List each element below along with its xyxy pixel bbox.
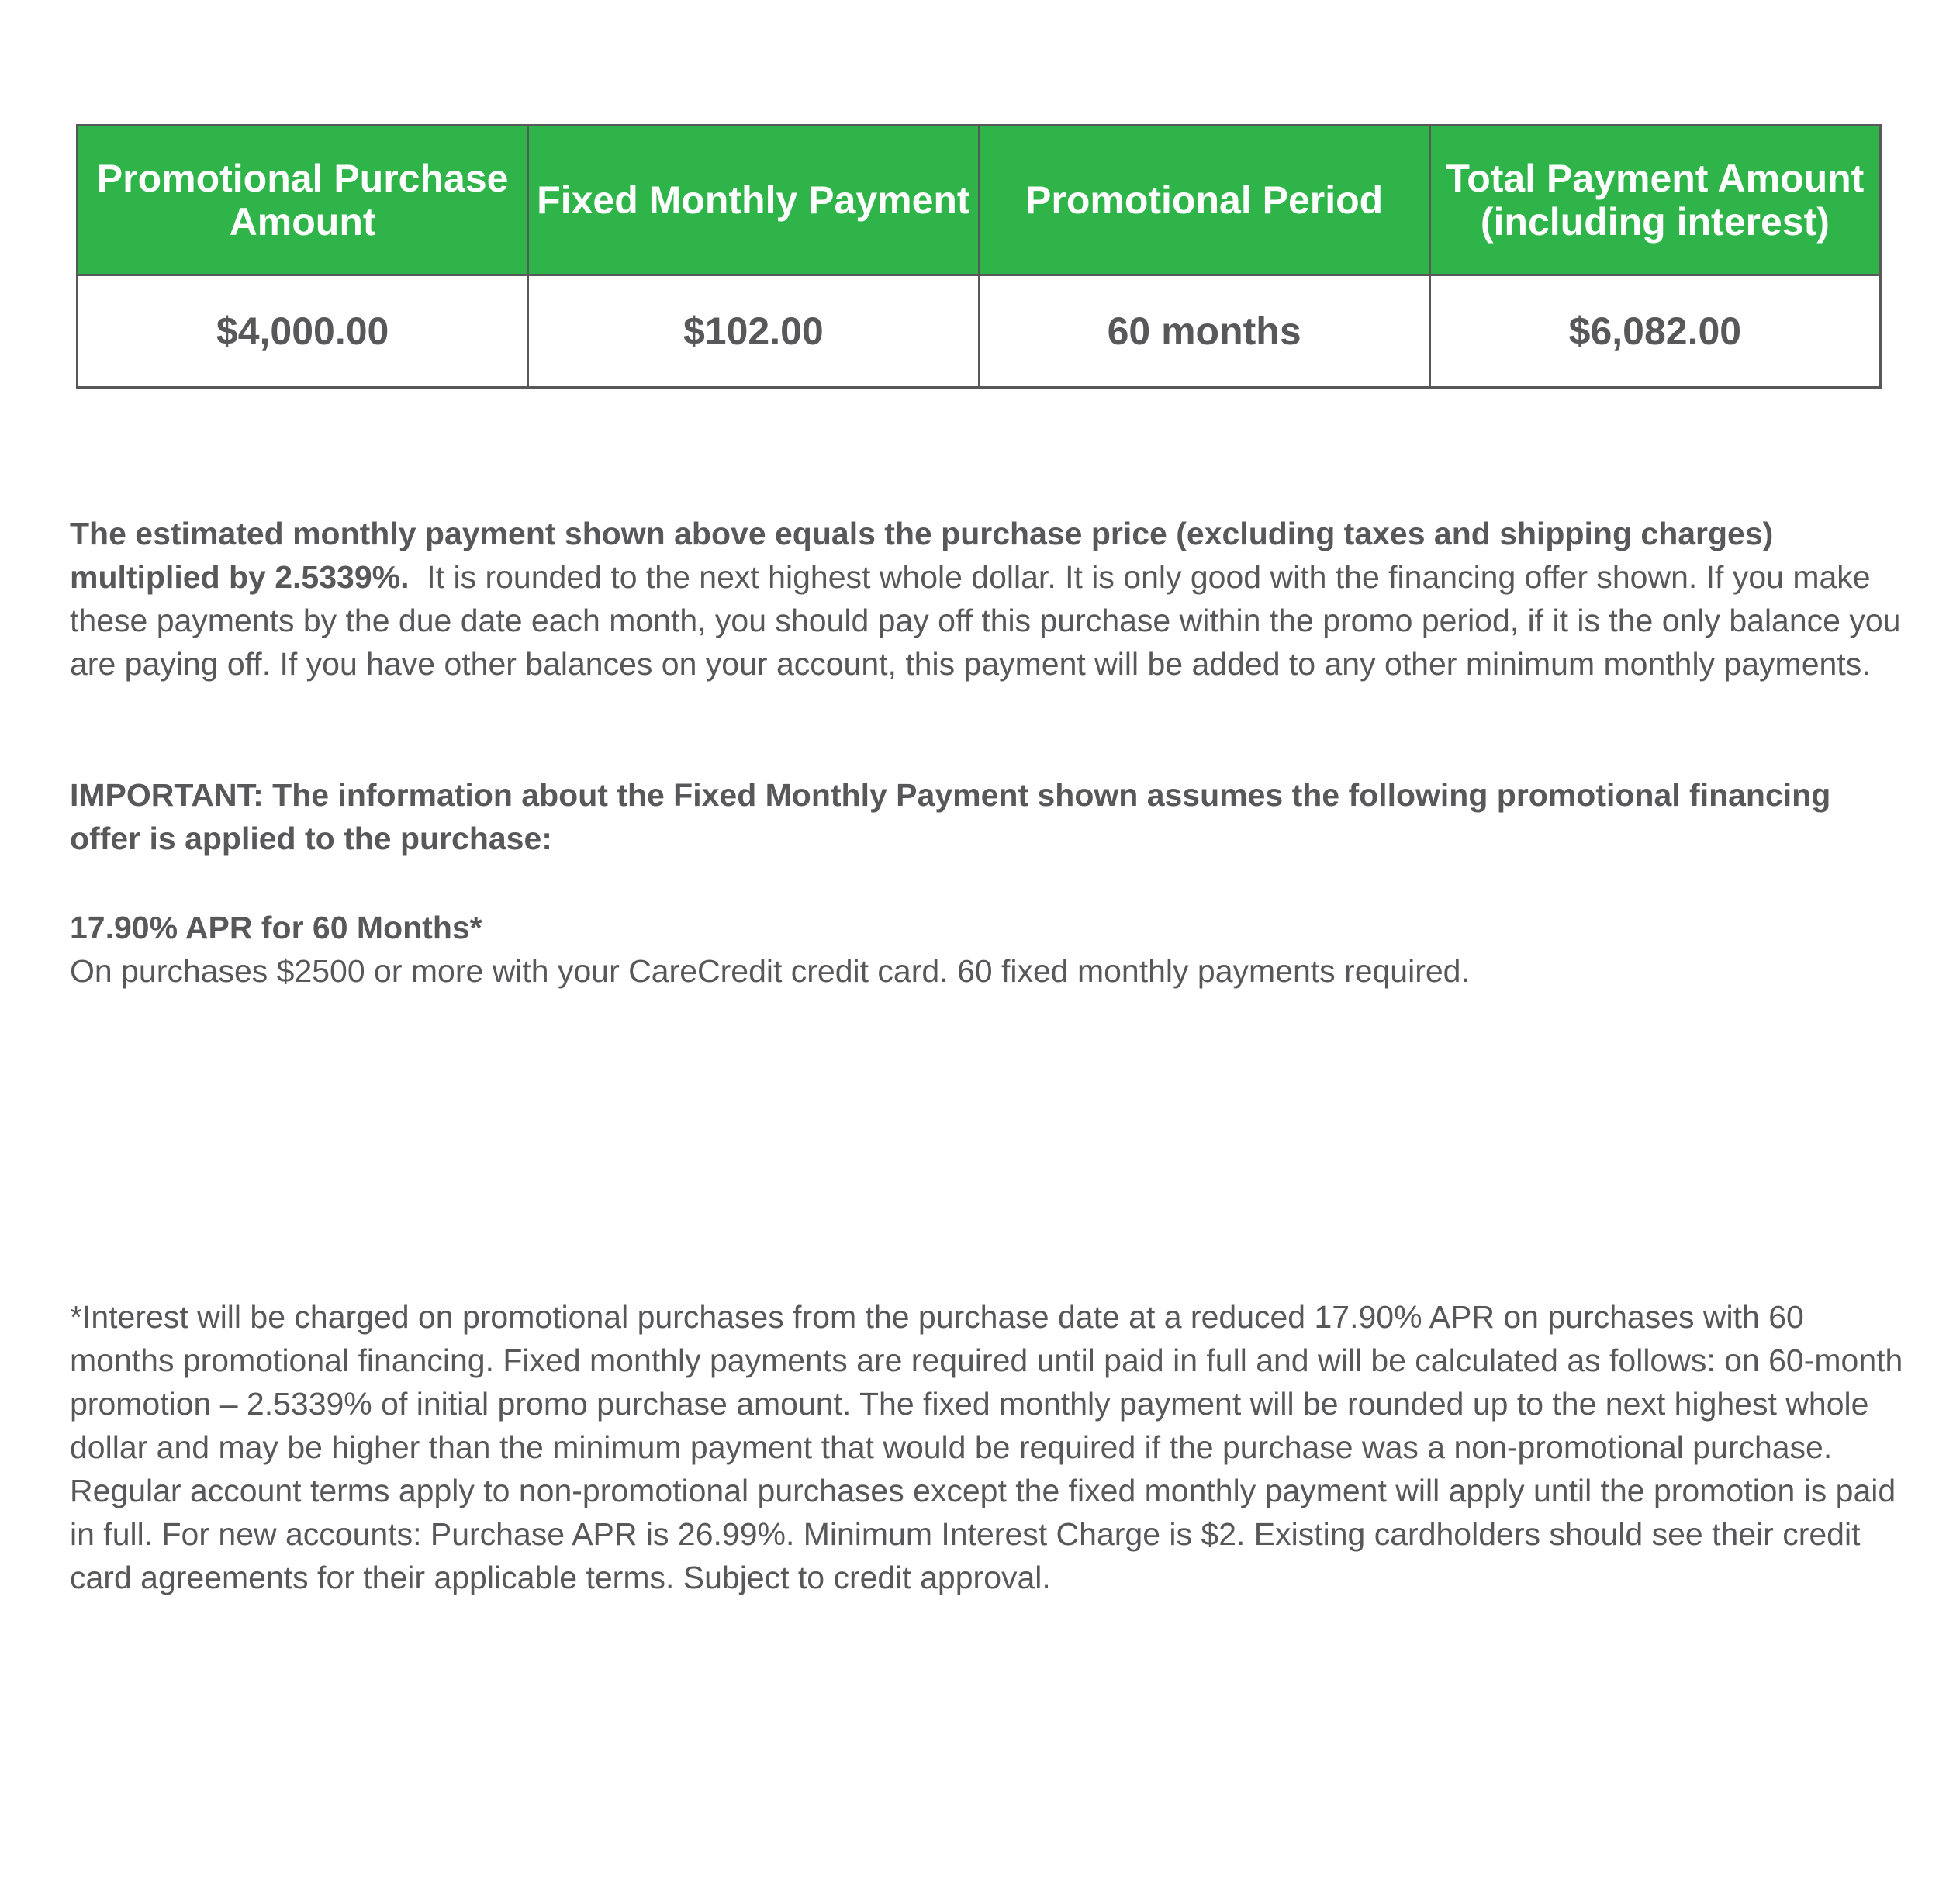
cell-purchase-amount: $4,000.00 xyxy=(78,275,528,388)
cell-monthly-payment: $102.00 xyxy=(528,275,979,388)
important-notice: IMPORTANT: The information about the Fixed Monthly Payment shown assumes the following promotional financing offer is applied to the purchase: xyxy=(70,777,1831,856)
header-promotional-purchase-amount: Promotional Purchase Amount xyxy=(78,126,528,275)
table-header-row xyxy=(78,126,1881,275)
estimate-paragraph xyxy=(70,512,1908,686)
table-row xyxy=(78,275,1881,388)
promo-payment-table xyxy=(76,124,1882,389)
offer-title: 17.90% APR for 60 Months* xyxy=(70,910,482,945)
offer-block xyxy=(70,906,1908,993)
estimate-text: It is rounded to the next highest whole dollar. It is only good with the financing offer shown. If you make these payments by the due date each month, you should pay off this purchase within the promo period, if it is the only balance you are paying off. If you have other balances on your account, this payment will be added to any other minimum monthly payments. xyxy=(70,559,1901,682)
header-fixed-monthly-payment: Fixed Monthly Payment xyxy=(528,126,979,275)
footnote-paragraph: *Interest will be charged on promotional purchases from the purchase date at a reduced 17.90% APR on purchases with 60 months promotional financing. Fixed monthly payments are required until paid in full and will be calculated as follows: on 60-month promotion – 2.5339% of initial promo purchase amount. The fixed monthly payment will be rounded up to the next highest whole dollar and may be higher than the minimum payment that would be required if the purchase was a non-promotional purchase. Regular account terms apply to non-promotional purchases except the fixed monthly payment will apply until the promotion is paid in full. For new accounts: Purchase APR is 26.99%. Minimum Interest Charge is $2. Existing cardholders should see their credit card agreements for their applicable terms. Subject to credit approval. xyxy=(70,1299,1903,1595)
header-promotional-period: Promotional Period xyxy=(979,126,1429,275)
cell-promo-period: 60 months xyxy=(979,275,1429,388)
cell-total-payment: $6,082.00 xyxy=(1429,275,1880,388)
header-total-payment-amount: Total Payment Amount (including interest) xyxy=(1429,126,1880,275)
offer-text: On purchases $2500 or more with your CareCredit credit card. 60 fixed monthly payments required. xyxy=(70,953,1470,989)
estimate-bold-text: The estimated monthly payment shown above equals the purchase price (excluding taxes and shipping charges) multiplied by 2.5339%. xyxy=(70,516,1774,595)
